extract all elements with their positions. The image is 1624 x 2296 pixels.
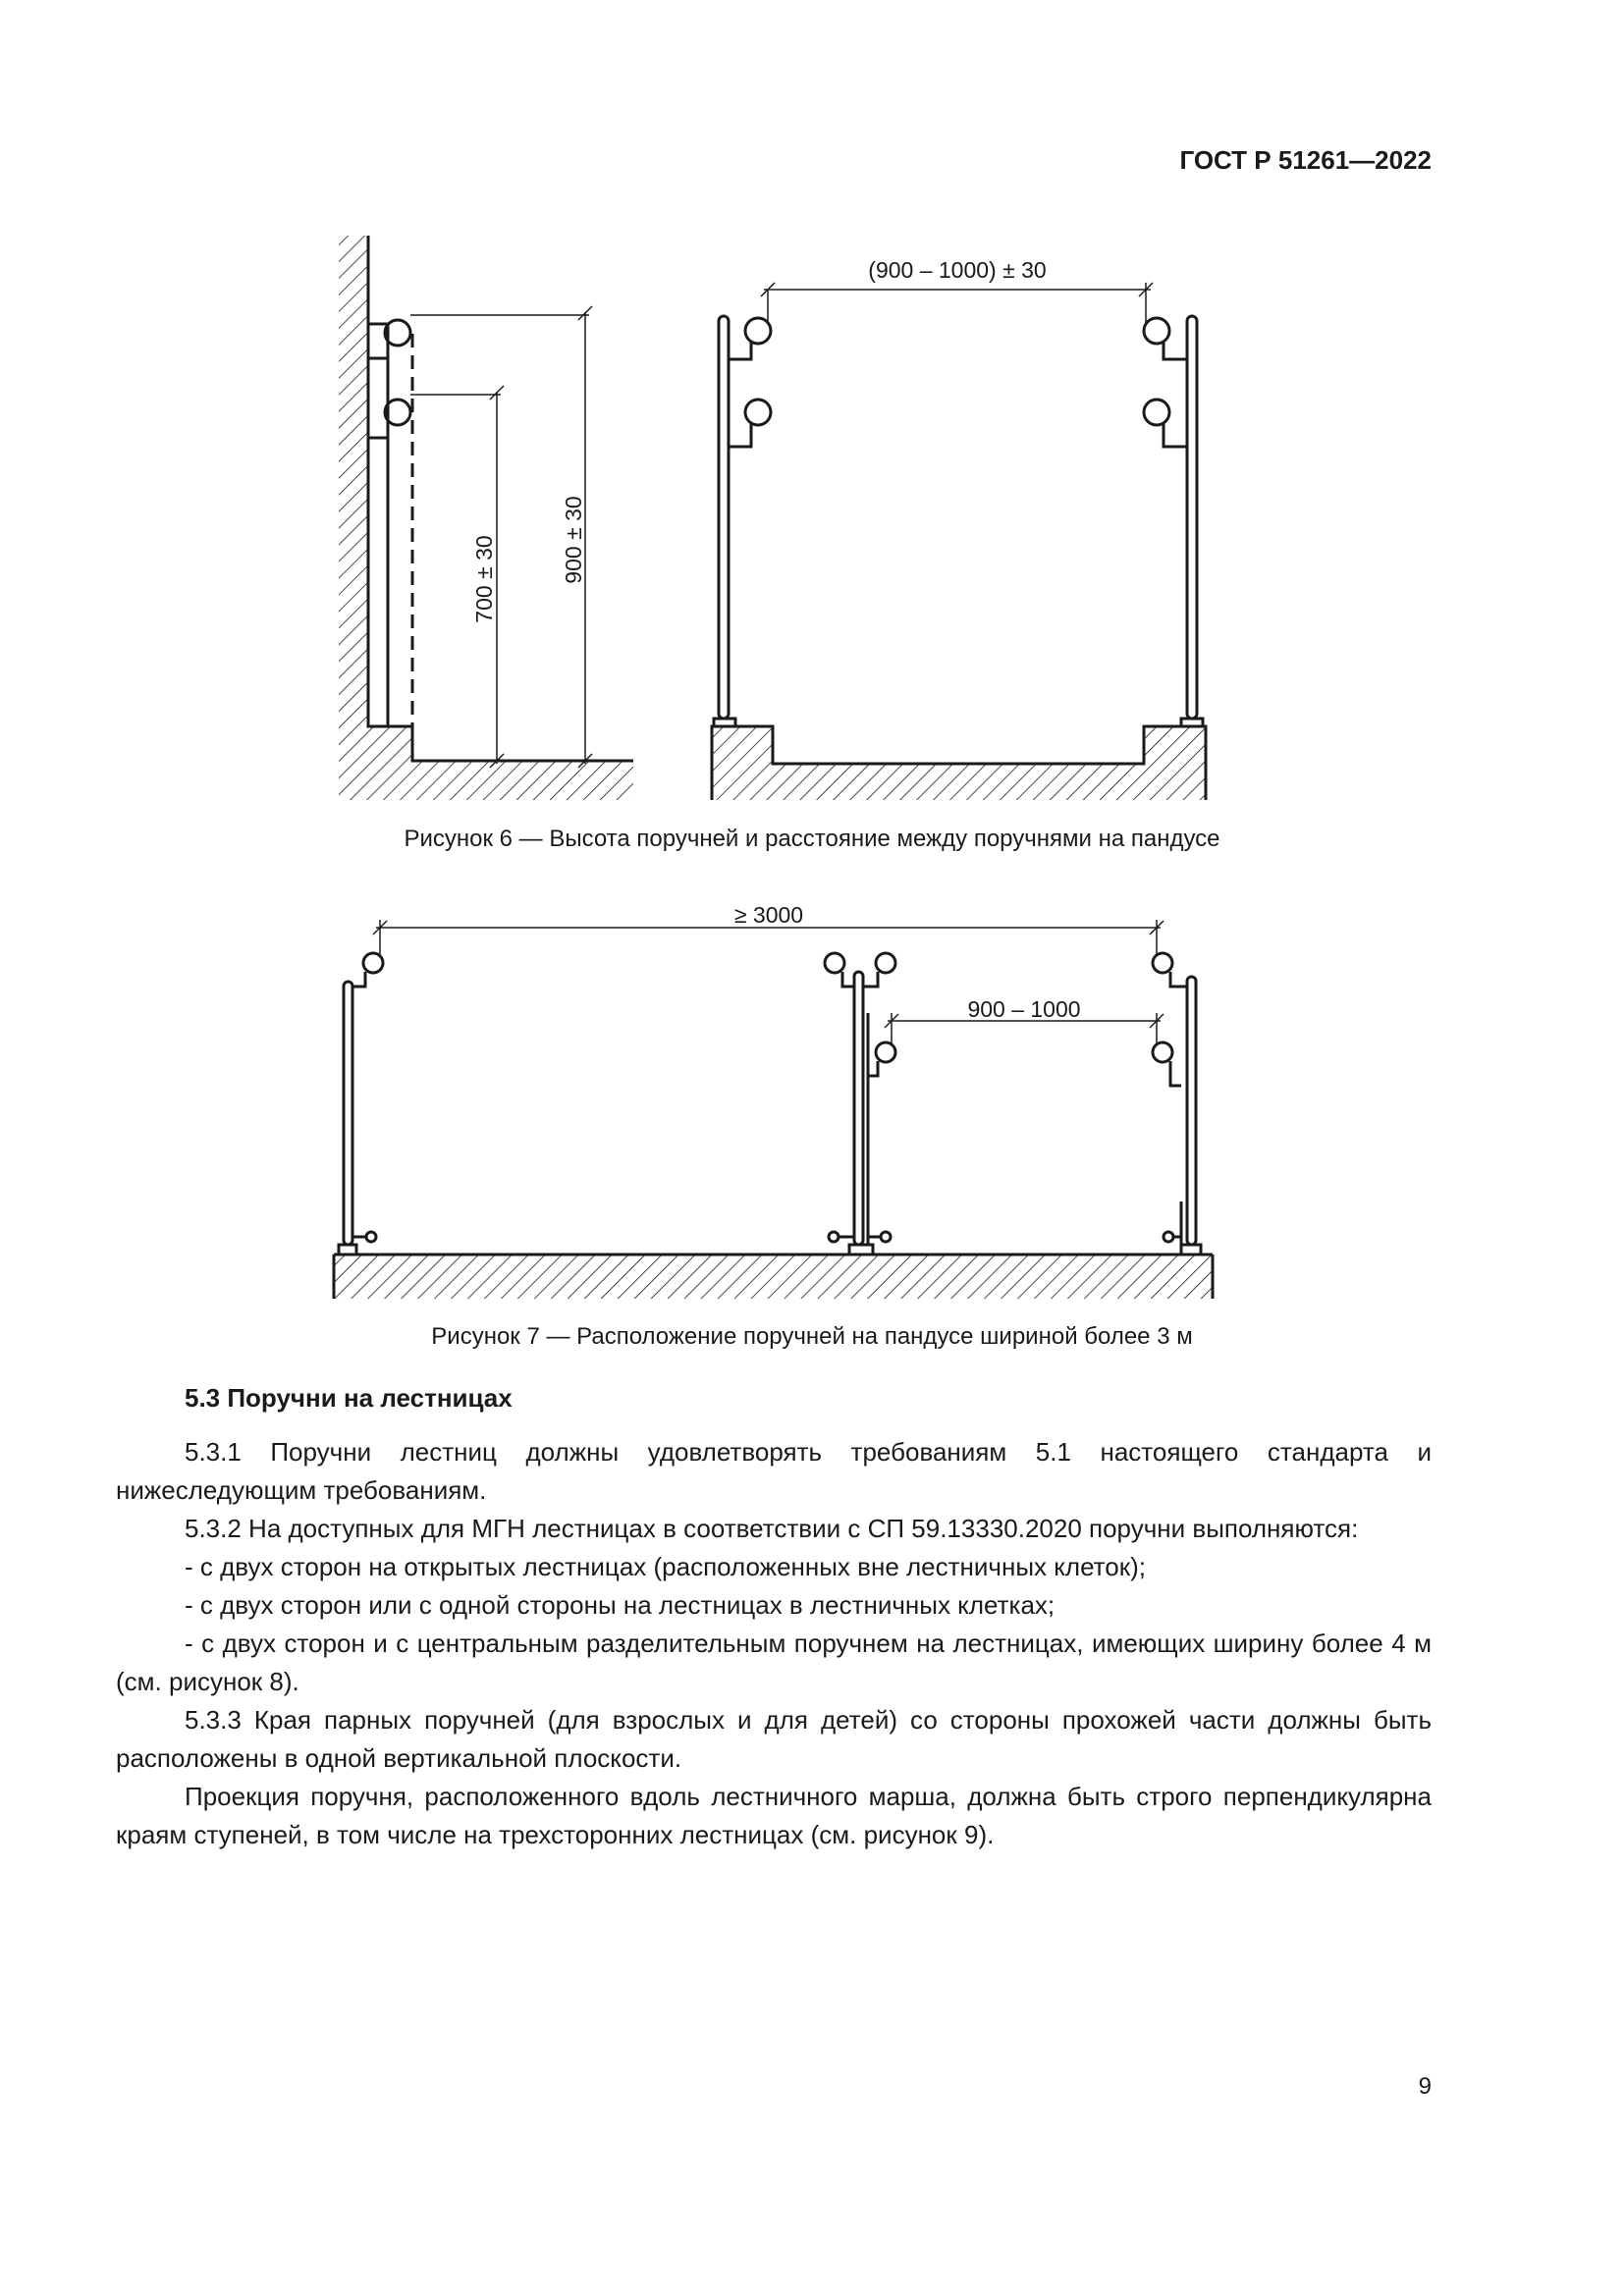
dim-label-700: 700 ± 30 [471,535,497,623]
section-title: 5.3 Поручни на лестницах [185,1383,513,1413]
wall-hatch [339,236,633,800]
list-item: - с двух сторон и с центральным разделительным поручнем на лестницах, имеющих ширину более 4 м (см. рисунок 8). [116,1629,1432,1696]
figure-6-drawing [0,0,1624,815]
document-header: ГОСТ Р 51261—2022 [1179,145,1432,175]
paragraph-5-3-2: 5.3.2 На доступных для МГН лестницах в соответствии с СП 59.13330.2020 поручни выполняются: [185,1514,1359,1543]
list-item: - с двух сторон или с одной стороны на лестницах в лестничных клетках; [185,1590,1056,1620]
figure-7-drawing [0,883,1624,1315]
dim-label-spacing: (900 – 1000) ± 30 [868,257,1047,283]
page-number: 9 [1418,2073,1432,2100]
figure-6-caption: Рисунок 6 — Высота поручней и расстояние между поручнями на пандусе [404,826,1220,852]
paragraph-5-3-1: 5.3.1 Поручни лестниц должны удовлетворять требованиям 5.1 настоящего стандарта и нижеследующим требованиям. [116,1437,1432,1505]
ramp-floor-hatch [334,1255,1213,1299]
paragraph-projection: Проекция поручня, расположенного вдоль лестничного марша, должна быть строго перпендикулярна краям ступеней, в том числе на трехсторонних лестницах (см. рисунок 9). [116,1782,1432,1849]
paragraph-5-3-3: 5.3.3 Края парных поручней (для взрослых и для детей) со стороны прохожей части должны быть расположены в одной вертикальной плоскости. [116,1705,1432,1773]
dim-label-900: 900 ± 30 [561,496,586,584]
list-item: - с двух сторон на открытых лестницах (расположенных вне лестничных клеток); [185,1552,1147,1581]
dim-label-lane: 900 – 1000 [967,996,1081,1022]
figure-7-caption: Рисунок 7 — Расположение поручней на пандусе шириной более 3 м [431,1323,1193,1350]
section-body [116,1433,1432,1854]
dim-label-total: ≥ 3000 [733,902,804,928]
